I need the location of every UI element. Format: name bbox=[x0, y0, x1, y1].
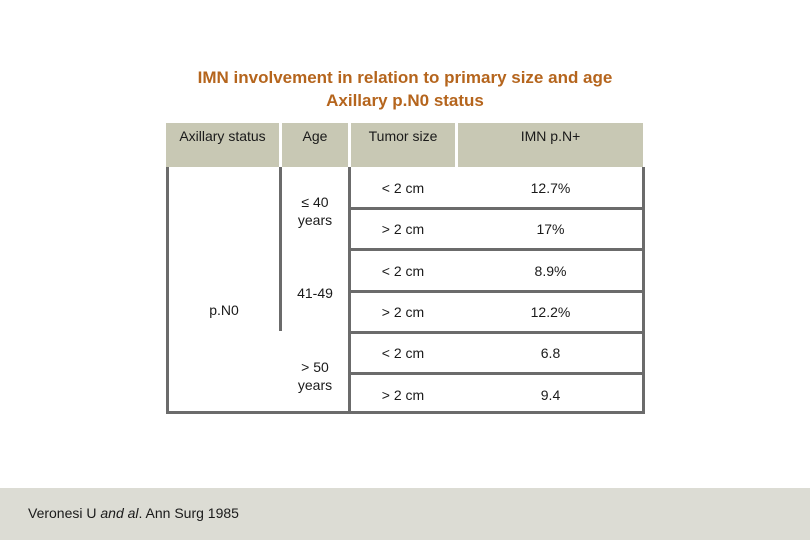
table-border-left bbox=[166, 167, 169, 414]
imn-value: 12.2% bbox=[530, 304, 571, 320]
tumor-size-value: > 2 cm bbox=[381, 387, 425, 403]
axillary-status-value: p.N0 bbox=[209, 302, 239, 318]
imn-value: 9.4 bbox=[540, 387, 561, 403]
age-value: 41-49 bbox=[297, 285, 333, 301]
age-group-cell bbox=[282, 193, 348, 229]
slide-title: IMN involvement in relation to primary size and age bbox=[197, 68, 613, 87]
slide-subtitle: Axillary p.N0 status bbox=[326, 91, 484, 110]
tumor-size-value: > 2 cm bbox=[381, 221, 425, 237]
age-unit: years bbox=[297, 212, 333, 228]
citation-journal: . Ann Surg 1985 bbox=[138, 505, 239, 521]
tumor-size-value: < 2 cm bbox=[381, 263, 425, 279]
row-divider bbox=[348, 207, 642, 210]
table-border-right bbox=[642, 167, 645, 414]
imn-value: 12.7% bbox=[530, 180, 571, 196]
imn-value: 6.8 bbox=[540, 345, 561, 361]
tumor-size-value: < 2 cm bbox=[381, 345, 425, 361]
table-border-bottom bbox=[166, 411, 645, 414]
header-age: Age bbox=[302, 128, 328, 144]
age-unit: years bbox=[297, 377, 333, 393]
tumor-size-value: < 2 cm bbox=[381, 180, 425, 196]
citation bbox=[28, 505, 239, 521]
age-group-cell bbox=[282, 358, 348, 394]
column-divider bbox=[279, 167, 282, 331]
imn-value: 8.9% bbox=[534, 263, 567, 279]
row-divider bbox=[348, 372, 642, 375]
imn-value: 17% bbox=[536, 221, 565, 237]
header-tumor-size: Tumor size bbox=[368, 128, 438, 144]
age-value: ≤ 40 bbox=[301, 194, 329, 210]
row-divider bbox=[348, 290, 642, 293]
citation-authors: Veronesi U bbox=[28, 505, 101, 521]
header-axillary-status: Axillary status bbox=[179, 128, 266, 144]
age-group-cell bbox=[282, 284, 348, 302]
age-value: > 50 bbox=[301, 359, 329, 375]
tumor-size-value: > 2 cm bbox=[381, 304, 425, 320]
citation-etal: and al bbox=[100, 505, 139, 521]
header-imn-pn: IMN p.N+ bbox=[520, 128, 581, 144]
row-divider bbox=[348, 248, 642, 251]
row-divider bbox=[348, 331, 642, 334]
footer-bar bbox=[0, 488, 810, 540]
